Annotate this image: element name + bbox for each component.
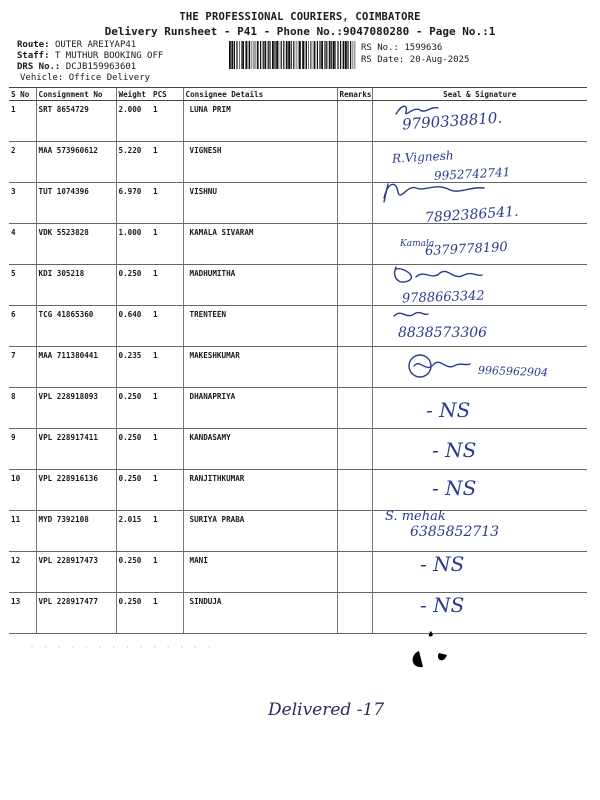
row-sno: 7 [9, 347, 36, 388]
handwriting-row-6-phone-2: 8838573306 [398, 325, 488, 341]
signature-row-5 [390, 263, 485, 287]
row-pcs: 1 [151, 183, 183, 224]
rs-date-value: 20-Aug-2025 [409, 55, 470, 65]
barcode-bar [286, 41, 288, 69]
handwriting-row-2-name: R.Vignesh [391, 148, 454, 166]
row-sno: 1 [9, 101, 36, 142]
barcode-bar [264, 41, 266, 69]
barcode-bar [288, 41, 290, 69]
handwriting-row-10: - NS [432, 476, 477, 500]
signature-row-6 [390, 306, 430, 322]
company-name: THE PROFESSIONAL COURIERS, COIMBATORE [179, 11, 421, 23]
barcode-bar [249, 41, 250, 69]
barcode-bar [231, 41, 233, 69]
signature-row-7 [404, 352, 474, 382]
row-consignment: VDK 5523828 [36, 224, 116, 265]
row-sno: 3 [9, 183, 36, 224]
row-consignment: VPL 228916136 [36, 470, 116, 511]
row-sno: 8 [9, 388, 36, 429]
barcode-bar [321, 41, 323, 69]
barcode-bar [317, 41, 318, 69]
row-pcs: 1 [151, 552, 183, 593]
barcode-bar [305, 41, 306, 69]
col-seal: Seal & Signature [372, 88, 587, 101]
row-consignment: MAA 573960612 [36, 142, 116, 183]
handwriting-row-1: 9790338810. [401, 108, 503, 134]
route-label: Route: [17, 40, 50, 50]
row-seal [372, 470, 587, 511]
barcode-bar [283, 41, 284, 69]
row-consignee: MANI [183, 552, 337, 593]
row-consignee: TRENTEEN [183, 306, 337, 347]
barcode-bar [268, 41, 269, 69]
col-sno: S No [9, 88, 36, 101]
table-row [9, 470, 587, 511]
row-consignee: SURIYA PRABA [183, 511, 337, 552]
row-seal [372, 388, 587, 429]
barcode-bar [343, 41, 345, 69]
row-remarks [337, 470, 372, 511]
row-weight: 0.250 [116, 429, 151, 470]
row-consignment: VPL 228917477 [36, 593, 116, 634]
table-row [9, 388, 587, 429]
handwriting-row-12: - NS [420, 552, 465, 576]
row-consignee: KANDASAMY [183, 429, 337, 470]
row-remarks [337, 429, 372, 470]
barcode-bar [331, 41, 332, 69]
row-sno: 11 [9, 511, 36, 552]
barcode-bar [324, 41, 325, 69]
handwriting-row-8: - NS [426, 398, 471, 422]
rs-date-line [361, 54, 469, 66]
runsheet-title: Delivery Runsheet - P41 - Phone No.:9047080280 - Page No.:1 [104, 25, 496, 38]
vehicle-line [20, 73, 150, 84]
route-value: OUTER AREIYAP41 [54, 40, 137, 50]
handwriting-row-3: 7892386541. [424, 203, 519, 227]
table-row [9, 552, 587, 593]
row-weight: 6.970 [116, 183, 151, 224]
row-remarks [337, 552, 372, 593]
handwriting-row-7: 9965962904 [477, 363, 549, 380]
barcode-bar [337, 41, 338, 69]
row-weight: 0.250 [116, 265, 151, 306]
row-sno: 12 [9, 552, 36, 593]
row-consignee: KAMALA SIVARAM [183, 224, 337, 265]
handwriting-row-4-name: Kamala [400, 239, 435, 249]
row-consignee: RANJITHKUMAR [183, 470, 337, 511]
drs-value: DCJB159963601 [65, 62, 137, 72]
barcode-bar [241, 41, 242, 69]
barcode-bar [248, 41, 249, 69]
barcode-bar [333, 41, 335, 69]
row-consignment: VPL 228917411 [36, 429, 116, 470]
row-remarks [337, 306, 372, 347]
row-consignment: VPL 228918093 [36, 388, 116, 429]
barcode-bar [310, 41, 311, 69]
barcode-bar [291, 41, 292, 69]
row-remarks [337, 347, 372, 388]
table-row [9, 429, 587, 470]
handwriting-row-13: - NS [420, 593, 465, 617]
barcode-bar [345, 41, 347, 69]
row-weight: 2.015 [116, 511, 151, 552]
barcode-bar [302, 41, 304, 69]
barcode-bar [335, 41, 336, 69]
barcode-bar [245, 41, 247, 69]
handwriting-row-4-phone: 6379778190 [424, 239, 509, 260]
barcode-bar [254, 41, 255, 69]
row-sno: 10 [9, 470, 36, 511]
row-remarks [337, 593, 372, 634]
rs-no-line [361, 42, 469, 54]
table-row [9, 593, 587, 634]
row-seal [372, 429, 587, 470]
barcode-bar [340, 41, 341, 69]
scribble-mark [405, 625, 495, 677]
handwriting-row-11-phone: 6385852713 [410, 524, 500, 540]
row-consignment: MAA 711380441 [36, 347, 116, 388]
handwriting-row-2-phone: 9952742741 [433, 165, 511, 183]
barcode-bar [353, 41, 354, 69]
row-remarks [337, 388, 372, 429]
row-remarks [337, 224, 372, 265]
staff-line [17, 51, 163, 62]
row-pcs: 1 [151, 429, 183, 470]
table-row [9, 306, 587, 347]
row-remarks [337, 265, 372, 306]
staff-label: Staff: [17, 51, 50, 61]
row-consignment: VPL 228917473 [36, 552, 116, 593]
barcode-bar [350, 41, 351, 69]
barcode-bar [308, 41, 309, 69]
barcode-bar [239, 41, 240, 69]
row-pcs: 1 [151, 470, 183, 511]
route-line [17, 40, 136, 51]
signature-row-3 [380, 178, 490, 206]
barcode-bar [263, 41, 264, 69]
rs-info [361, 42, 469, 66]
barcode-bar [276, 41, 278, 69]
row-weight: 0.235 [116, 347, 151, 388]
row-remarks [337, 183, 372, 224]
row-consignee: VIGNESH [183, 142, 337, 183]
drs-label: DRS No.: [17, 62, 61, 72]
rs-no-value: 1599636 [404, 43, 443, 53]
table-header [9, 88, 587, 101]
barcode-bar [236, 41, 237, 69]
row-sno: 2 [9, 142, 36, 183]
row-pcs: 1 [151, 388, 183, 429]
row-consignment: TCG 41865360 [36, 306, 116, 347]
barcode-bar [255, 41, 256, 69]
barcode-bar [269, 41, 270, 69]
row-remarks [337, 101, 372, 142]
barcode-bar [312, 41, 313, 69]
row-pcs: 1 [151, 306, 183, 347]
barcode-bar [242, 41, 244, 69]
vehicle-label: Vehicle: [20, 73, 64, 83]
col-remarks: Remarks [337, 88, 372, 101]
row-sno: 6 [9, 306, 36, 347]
row-weight: 0.250 [116, 552, 151, 593]
barcode-bar [326, 41, 327, 69]
col-pcs: PCS [151, 88, 183, 101]
row-consignee: MADHUMITHA [183, 265, 337, 306]
staff-value: T MUTHUR BOOKING OFF [54, 51, 164, 61]
col-weight: Weight [116, 88, 151, 101]
row-weight: 2.000 [116, 101, 151, 142]
row-consignment: KDI 305218 [36, 265, 116, 306]
barcode-bar [279, 41, 280, 69]
rs-no-label: RS No.: [361, 43, 399, 53]
row-pcs: 1 [151, 224, 183, 265]
barcode-bar [306, 41, 307, 69]
table-row [9, 265, 587, 306]
handwriting-row-9: - NS [432, 438, 477, 462]
barcode-bar [260, 41, 261, 69]
row-weight: 0.250 [116, 593, 151, 634]
barcode-bar [296, 41, 297, 69]
barcode-bar [299, 41, 301, 69]
vehicle-value: Office Delivery [68, 73, 151, 83]
row-pcs: 1 [151, 593, 183, 634]
row-sno: 9 [9, 429, 36, 470]
row-consignment: SRT 8654729 [36, 101, 116, 142]
rs-date-label: RS Date: [361, 55, 405, 65]
barcode-bar [329, 41, 331, 69]
barcode-bar [229, 41, 231, 69]
row-weight: 1.000 [116, 224, 151, 265]
barcode-bar [293, 41, 294, 69]
row-consignee: LUNA PRIM [183, 101, 337, 142]
row-consignee: DHANAPRIYA [183, 388, 337, 429]
table-row [9, 511, 587, 552]
barcode-bar [234, 41, 235, 69]
row-pcs: 1 [151, 142, 183, 183]
row-consignment: MYD 7392108 [36, 511, 116, 552]
barcode-bar [257, 41, 259, 69]
row-remarks [337, 511, 372, 552]
row-weight: 0.640 [116, 306, 151, 347]
barcode-bar [314, 41, 316, 69]
barcode-bar [347, 41, 348, 69]
barcode-bar [298, 41, 299, 69]
barcode-bar [355, 41, 356, 69]
row-weight: 0.250 [116, 388, 151, 429]
barcode-bar [272, 41, 274, 69]
row-pcs: 1 [151, 511, 183, 552]
faded-bleed-through: · · · · · · · · · · · · · · [30, 640, 214, 654]
barcode-bar [252, 41, 253, 69]
row-consignee: VISHNU [183, 183, 337, 224]
row-weight: 5.220 [116, 142, 151, 183]
handwriting-row-6-phone-1: 9788663342 [401, 288, 485, 307]
col-details: Consignee Details [183, 88, 337, 101]
col-consignment: Consignment No [36, 88, 116, 101]
row-sno: 4 [9, 224, 36, 265]
row-weight: 0.250 [116, 470, 151, 511]
row-sno: 5 [9, 265, 36, 306]
barcode-bar [274, 41, 275, 69]
row-pcs: 1 [151, 101, 183, 142]
row-consignee: SINDUJA [183, 593, 337, 634]
row-pcs: 1 [151, 265, 183, 306]
handwriting-row-11-name: S. mehak [385, 509, 446, 524]
row-seal [372, 552, 587, 593]
row-remarks [337, 142, 372, 183]
row-sno: 13 [9, 593, 36, 634]
barcode-bar [319, 41, 320, 69]
row-consignee: MAKESHKUMAR [183, 347, 337, 388]
row-pcs: 1 [151, 347, 183, 388]
barcode [229, 41, 357, 69]
row-consignment: TUT 1074396 [36, 183, 116, 224]
barcode-bar [281, 41, 282, 69]
delivered-count-note: Delivered -17 [268, 700, 385, 720]
drs-line [17, 62, 136, 73]
